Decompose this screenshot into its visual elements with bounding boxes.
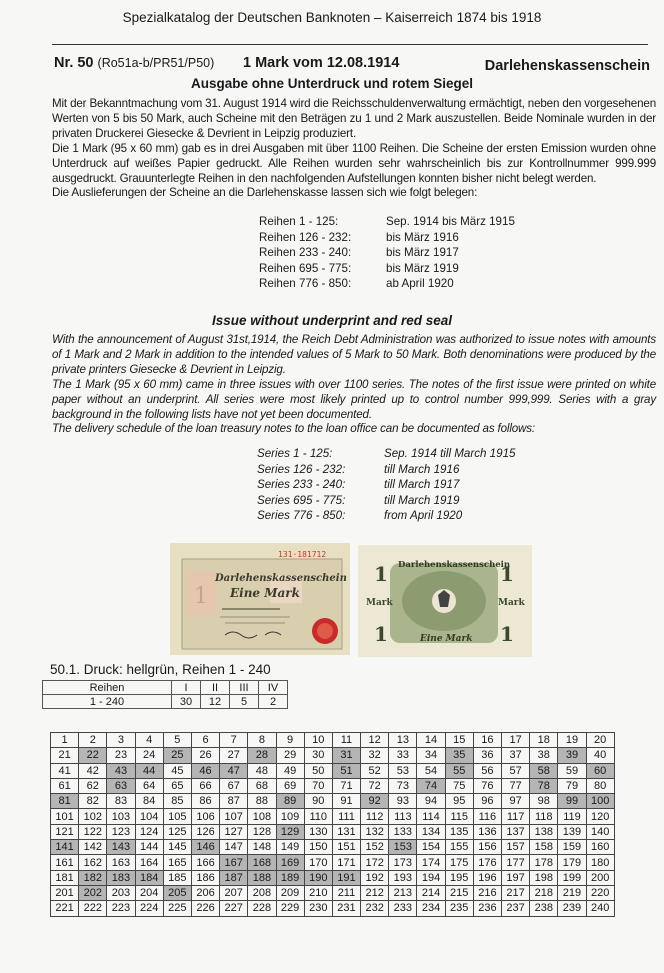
series-cell: 168: [248, 855, 276, 870]
header-rule: [52, 44, 648, 45]
series-cell: 185: [163, 870, 191, 885]
series-cell: 114: [417, 809, 445, 824]
series-cell: 162: [79, 855, 107, 870]
series-cell: 217: [502, 885, 530, 900]
series-cell: 27: [220, 748, 248, 763]
series-cell: 238: [530, 901, 558, 916]
series-cell: 218: [530, 885, 558, 900]
series-cell: 193: [389, 870, 417, 885]
series-cell: 164: [135, 855, 163, 870]
series-cell: 221: [51, 901, 79, 916]
series-cell: 75: [445, 778, 473, 793]
series-cell: 207: [220, 885, 248, 900]
series-cell: 116: [473, 809, 501, 824]
series-cell: 163: [107, 855, 135, 870]
series-cell: 127: [220, 824, 248, 839]
series-grid-row: [51, 824, 615, 839]
entry-number: Nr. 50 (Ro51a-b/PR51/P50): [54, 55, 215, 71]
series-cell: 66: [191, 778, 219, 793]
series-cell: 100: [586, 794, 614, 809]
series-cell: 117: [502, 809, 530, 824]
series-cell: 224: [135, 901, 163, 916]
series-cell: 97: [502, 794, 530, 809]
series-cell: 8: [248, 733, 276, 748]
series-cell: 74: [417, 778, 445, 793]
series-cell: 82: [79, 794, 107, 809]
series-cell: 233: [389, 901, 417, 916]
series-cell: 183: [107, 870, 135, 885]
series-cell: 35: [445, 748, 473, 763]
series-cell: 86: [191, 794, 219, 809]
series-cell: 2: [79, 733, 107, 748]
series-cell: 182: [79, 870, 107, 885]
series-cell: 40: [586, 748, 614, 763]
series-cell: 54: [417, 763, 445, 778]
entry-title: 1 Mark vom 12.08.1914: [243, 55, 400, 71]
series-cell: 141: [51, 840, 79, 855]
series-grid-row: [51, 733, 615, 748]
series-cell: 235: [445, 901, 473, 916]
series-cell: 240: [586, 901, 614, 916]
series-cell: 139: [558, 824, 586, 839]
issue-summary-table: [42, 680, 288, 709]
subtitle-de: Ausgabe ohne Unterdruck und rotem Siegel: [190, 76, 474, 91]
series-cell: 210: [304, 885, 332, 900]
series-cell: 180: [586, 855, 614, 870]
series-cell: 234: [417, 901, 445, 916]
series-cell: 165: [163, 855, 191, 870]
series-cell: 67: [220, 778, 248, 793]
series-cell: 102: [79, 809, 107, 824]
series-cell: 115: [445, 809, 473, 824]
summary-cell-range: 1 - 240: [43, 695, 172, 709]
entry-kind: Darlehenskassenschein: [484, 58, 650, 74]
series-cell: 226: [191, 901, 219, 916]
series-cell: 150: [304, 840, 332, 855]
series-cell: 175: [445, 855, 473, 870]
series-cell: 156: [473, 840, 501, 855]
back-value-text: Eine Mark: [420, 634, 473, 644]
series-cell: 204: [135, 885, 163, 900]
series-cell: 79: [558, 778, 586, 793]
series-cell: 154: [417, 840, 445, 855]
series-cell: 105: [163, 809, 191, 824]
series-cell: 206: [191, 885, 219, 900]
series-cell: 83: [107, 794, 135, 809]
series-cell: 51: [332, 763, 360, 778]
schedule-en: Series 1 - 125: Sep. 1914 till March 1915 Series 126 - 232: till March 1916 Series 233 - 240: till March 1917 Series 695 - 775: till March 1919 Series 776 - 850: from April 1920: [257, 447, 516, 523]
series-cell: 166: [191, 855, 219, 870]
series-cell: 231: [332, 901, 360, 916]
series-cell: 16: [473, 733, 501, 748]
series-cell: 106: [191, 809, 219, 824]
series-cell: 56: [473, 763, 501, 778]
series-cell: 95: [445, 794, 473, 809]
series-cell: 15: [445, 733, 473, 748]
series-cell: 59: [558, 763, 586, 778]
series-cell: 187: [220, 870, 248, 885]
series-cell: 121: [51, 824, 79, 839]
series-cell: 144: [135, 840, 163, 855]
series-cell: 140: [586, 824, 614, 839]
series-cell: 230: [304, 901, 332, 916]
series-cell: 103: [107, 809, 135, 824]
front-title-text: Darlehenskassenschein: [215, 573, 347, 584]
back-one-right-bottom: 1: [500, 622, 514, 646]
series-cell: 232: [361, 901, 389, 916]
series-cell: 7: [220, 733, 248, 748]
summary-header-3: III: [230, 681, 259, 695]
front-value-text: Eine Mark: [230, 586, 300, 600]
series-cell: 98: [530, 794, 558, 809]
series-cell: 19: [558, 733, 586, 748]
series-cell: 136: [473, 824, 501, 839]
series-cell: 13: [389, 733, 417, 748]
back-mark-right: Mark: [498, 598, 525, 608]
series-cell: 72: [361, 778, 389, 793]
series-cell: 219: [558, 885, 586, 900]
series-cell: 225: [163, 901, 191, 916]
back-one-left-top: 1: [374, 562, 388, 586]
series-cell: 151: [332, 840, 360, 855]
series-cell: 122: [79, 824, 107, 839]
series-cell: 91: [332, 794, 360, 809]
series-cell: 199: [558, 870, 586, 885]
series-cell: 195: [445, 870, 473, 885]
series-cell: 135: [445, 824, 473, 839]
summary-header-1: I: [172, 681, 201, 695]
series-cell: 38: [530, 748, 558, 763]
series-cell: 44: [135, 763, 163, 778]
series-cell: 71: [332, 778, 360, 793]
series-cell: 188: [248, 870, 276, 885]
series-cell: 41: [51, 763, 79, 778]
series-cell: 152: [361, 840, 389, 855]
series-grid-row: [51, 840, 615, 855]
series-cell: 170: [304, 855, 332, 870]
series-cell: 76: [473, 778, 501, 793]
series-cell: 96: [473, 794, 501, 809]
series-cell: 239: [558, 901, 586, 916]
series-cell: 39: [558, 748, 586, 763]
series-cell: 61: [51, 778, 79, 793]
series-cell: 169: [276, 855, 304, 870]
series-cell: 236: [473, 901, 501, 916]
series-cell: 113: [389, 809, 417, 824]
series-cell: 108: [248, 809, 276, 824]
series-cell: 189: [276, 870, 304, 885]
back-title-text: Darlehenskassenschein: [398, 560, 511, 570]
series-cell: 125: [163, 824, 191, 839]
series-cell: 222: [79, 901, 107, 916]
banknote-back-art: [358, 545, 532, 657]
series-cell: 47: [220, 763, 248, 778]
series-cell: 107: [220, 809, 248, 824]
series-cell: 84: [135, 794, 163, 809]
series-cell: 192: [361, 870, 389, 885]
series-cell: 137: [502, 824, 530, 839]
series-cell: 120: [586, 809, 614, 824]
series-cell: 215: [445, 885, 473, 900]
series-cell: 48: [248, 763, 276, 778]
series-cell: 42: [79, 763, 107, 778]
series-grid-row: [51, 901, 615, 916]
series-cell: 78: [530, 778, 558, 793]
summary-header-4: IV: [259, 681, 288, 695]
series-cell: 89: [276, 794, 304, 809]
series-cell: 112: [361, 809, 389, 824]
series-grid-row: [51, 794, 615, 809]
series-cell: 88: [248, 794, 276, 809]
series-cell: 229: [276, 901, 304, 916]
series-cell: 174: [417, 855, 445, 870]
series-cell: 146: [191, 840, 219, 855]
series-cell: 26: [191, 748, 219, 763]
series-cell: 212: [361, 885, 389, 900]
series-cell: 63: [107, 778, 135, 793]
series-cell: 155: [445, 840, 473, 855]
series-cell: 93: [389, 794, 417, 809]
series-cell: 126: [191, 824, 219, 839]
series-cell: 181: [51, 870, 79, 885]
series-cell: 65: [163, 778, 191, 793]
series-cell: 216: [473, 885, 501, 900]
series-cell: 14: [417, 733, 445, 748]
series-cell: 198: [530, 870, 558, 885]
running-header: Spezialkatalog der Deutschen Banknoten – Kaiserreich 1874 bis 1918: [122, 10, 542, 25]
series-cell: 148: [248, 840, 276, 855]
series-cell: 21: [51, 748, 79, 763]
series-cell: 128: [248, 824, 276, 839]
series-cell: 161: [51, 855, 79, 870]
series-cell: 228: [248, 901, 276, 916]
series-cell: 73: [389, 778, 417, 793]
series-cell: 184: [135, 870, 163, 885]
series-cell: 62: [79, 778, 107, 793]
series-cell: 160: [586, 840, 614, 855]
series-cell: 205: [163, 885, 191, 900]
series-cell: 173: [389, 855, 417, 870]
paragraph-de-2: Die 1 Mark (95 x 60 mm) gab es in drei Ausgaben mit über 1100 Reihen. Die Scheine der ersten Emission wurden ohne Unterdruck auf weißes Papier gedruckt. Alle Reihen wurden sehr wahrscheinlich bis zur Kontrollnummer 999.999 ausgedruckt. Grauunterlegte Reihen in den nachfolgenden Aufstellungen konnten bisher nicht belegt werden.: [52, 142, 656, 185]
paragraph-de-1: Mit der Bekanntmachung vom 31. August 1914 wird die Reichsschuldenverwaltung ermächtigt, neben den vorgesehenen Werten von 5 bis 50 Mark, auch Scheine mit den Beträgen zu 1 und 2 Mark auszustellen. Beide Nominale wurden in der privaten Druckerei Giesecke & Devrient in Leipzig produziert.: [52, 97, 656, 140]
series-cell: 167: [220, 855, 248, 870]
paragraph-en-2: The 1 Mark (95 x 60 mm) came in three issues with over 1100 series. The notes of the first issue were printed on white paper without an underprint. All series were most likely printed up to control number 999,999. Series with a gray background in the following lists have not yet been documented.: [52, 378, 656, 421]
series-cell: 213: [389, 885, 417, 900]
series-cell: 87: [220, 794, 248, 809]
series-cell: 223: [107, 901, 135, 916]
svg-text:1: 1: [194, 584, 208, 609]
series-cell: 90: [304, 794, 332, 809]
series-cell: 177: [502, 855, 530, 870]
series-cell: 33: [389, 748, 417, 763]
paragraph-en-3: The delivery schedule of the loan treasury notes to the loan office can be documented as follows:: [52, 422, 535, 435]
series-cell: 172: [361, 855, 389, 870]
series-cell: 50: [304, 763, 332, 778]
series-cell: 43: [107, 763, 135, 778]
series-cell: 111: [332, 809, 360, 824]
series-cell: 220: [586, 885, 614, 900]
series-cell: 104: [135, 809, 163, 824]
series-cell: 34: [417, 748, 445, 763]
series-cell: 158: [530, 840, 558, 855]
banknote-front-art: [170, 543, 350, 655]
summary-header-series: Reihen: [43, 681, 172, 695]
series-cell: 119: [558, 809, 586, 824]
series-cell: 197: [502, 870, 530, 885]
series-cell: 237: [502, 901, 530, 916]
series-cell: 179: [558, 855, 586, 870]
series-cell: 55: [445, 763, 473, 778]
paragraph-en-1: With the announcement of August 31st,1914, the Reich Debt Administration was authorized to issue notes with amounts of 1 Mark and 2 Mark in addition to the intended values of 5 Mark to 50 Mark. Both denominations were produced by the private printers Giesecke & Devrient in Leipzig.: [52, 333, 656, 376]
series-cell: 11: [332, 733, 360, 748]
series-cell: 46: [191, 763, 219, 778]
series-cell: 124: [135, 824, 163, 839]
series-cell: 145: [163, 840, 191, 855]
series-cell: 28: [248, 748, 276, 763]
series-cell: 130: [304, 824, 332, 839]
series-cell: 153: [389, 840, 417, 855]
series-cell: 196: [473, 870, 501, 885]
series-cell: 70: [304, 778, 332, 793]
series-cell: 4: [135, 733, 163, 748]
series-cell: 24: [135, 748, 163, 763]
summary-cell-2: 12: [201, 695, 230, 709]
series-cell: 211: [332, 885, 360, 900]
series-grid-row: [51, 778, 615, 793]
series-grid-row: [51, 763, 615, 778]
series-cell: 25: [163, 748, 191, 763]
series-cell: 30: [304, 748, 332, 763]
series-cell: 123: [107, 824, 135, 839]
series-cell: 60: [586, 763, 614, 778]
front-serial: 131·181712: [278, 550, 327, 559]
series-cell: 1: [51, 733, 79, 748]
entry-refs: (Ro51a-b/PR51/P50): [97, 56, 215, 70]
back-one-left-bottom: 1: [374, 622, 388, 646]
series-cell: 132: [361, 824, 389, 839]
series-cell: 109: [276, 809, 304, 824]
series-cell: 57: [502, 763, 530, 778]
series-cell: 23: [107, 748, 135, 763]
series-cell: 176: [473, 855, 501, 870]
series-cell: 53: [389, 763, 417, 778]
subtitle-en: Issue without underprint and red seal: [211, 313, 453, 328]
series-cell: 214: [417, 885, 445, 900]
series-cell: 36: [473, 748, 501, 763]
series-cell: 190: [304, 870, 332, 885]
back-mark-left: Mark: [366, 598, 393, 608]
series-cell: 12: [361, 733, 389, 748]
series-cell: 69: [276, 778, 304, 793]
series-cell: 133: [389, 824, 417, 839]
series-cell: 143: [107, 840, 135, 855]
series-cell: 32: [361, 748, 389, 763]
series-cell: 80: [586, 778, 614, 793]
series-cell: 129: [276, 824, 304, 839]
summary-header-2: II: [201, 681, 230, 695]
summary-cell-4: 2: [259, 695, 288, 709]
series-cell: 99: [558, 794, 586, 809]
series-grid-row: [51, 885, 615, 900]
series-cell: 52: [361, 763, 389, 778]
series-cell: 171: [332, 855, 360, 870]
series-cell: 5: [163, 733, 191, 748]
series-cell: 64: [135, 778, 163, 793]
series-cell: 49: [276, 763, 304, 778]
series-cell: 157: [502, 840, 530, 855]
series-cell: 85: [163, 794, 191, 809]
series-cell: 159: [558, 840, 586, 855]
series-cell: 110: [304, 809, 332, 824]
series-cell: 200: [586, 870, 614, 885]
series-cell: 6: [191, 733, 219, 748]
series-grid-row: [51, 855, 615, 870]
series-cell: 92: [361, 794, 389, 809]
section-title: 50.1. Druck: hellgrün, Reihen 1 - 240: [50, 662, 271, 677]
series-cell: 191: [332, 870, 360, 885]
series-cell: 201: [51, 885, 79, 900]
series-cell: 81: [51, 794, 79, 809]
series-cell: 68: [248, 778, 276, 793]
series-cell: 134: [417, 824, 445, 839]
series-cell: 3: [107, 733, 135, 748]
series-cell: 203: [107, 885, 135, 900]
series-cell: 142: [79, 840, 107, 855]
series-cell: 194: [417, 870, 445, 885]
series-cell: 149: [276, 840, 304, 855]
series-cell: 29: [276, 748, 304, 763]
schedule-de: Reihen 1 - 125: Sep. 1914 bis März 1915 Reihen 126 - 232: bis März 1916 Reihen 233 - 240: bis März 1917 Reihen 695 - 775: bis März 1919 Reihen 776 - 850: ab April 1920: [259, 215, 515, 291]
paragraph-de-3: Die Auslieferungen der Scheine an die Darlehenskasse lassen sich wie folgt belegen:: [52, 186, 478, 199]
series-cell: 18: [530, 733, 558, 748]
series-cell: 147: [220, 840, 248, 855]
series-grid: [50, 732, 615, 917]
banknote-back-image: [358, 545, 532, 657]
summary-cell-3: 5: [230, 695, 259, 709]
summary-cell-1: 30: [172, 695, 201, 709]
series-cell: 45: [163, 763, 191, 778]
series-cell: 37: [502, 748, 530, 763]
series-cell: 58: [530, 763, 558, 778]
series-cell: 186: [191, 870, 219, 885]
series-cell: 209: [276, 885, 304, 900]
series-cell: 94: [417, 794, 445, 809]
series-cell: 138: [530, 824, 558, 839]
series-cell: 77: [502, 778, 530, 793]
series-grid-row: [51, 809, 615, 824]
series-cell: 208: [248, 885, 276, 900]
series-cell: 227: [220, 901, 248, 916]
series-cell: 10: [304, 733, 332, 748]
series-cell: 17: [502, 733, 530, 748]
series-grid-row: [51, 870, 615, 885]
back-one-right-top: 1: [500, 562, 514, 586]
series-cell: 31: [332, 748, 360, 763]
series-cell: 178: [530, 855, 558, 870]
series-cell: 22: [79, 748, 107, 763]
series-cell: 9: [276, 733, 304, 748]
banknote-front-image: [170, 543, 350, 655]
series-cell: 202: [79, 885, 107, 900]
series-cell: 118: [530, 809, 558, 824]
series-cell: 131: [332, 824, 360, 839]
series-cell: 101: [51, 809, 79, 824]
series-grid-row: [51, 748, 615, 763]
series-cell: 20: [586, 733, 614, 748]
